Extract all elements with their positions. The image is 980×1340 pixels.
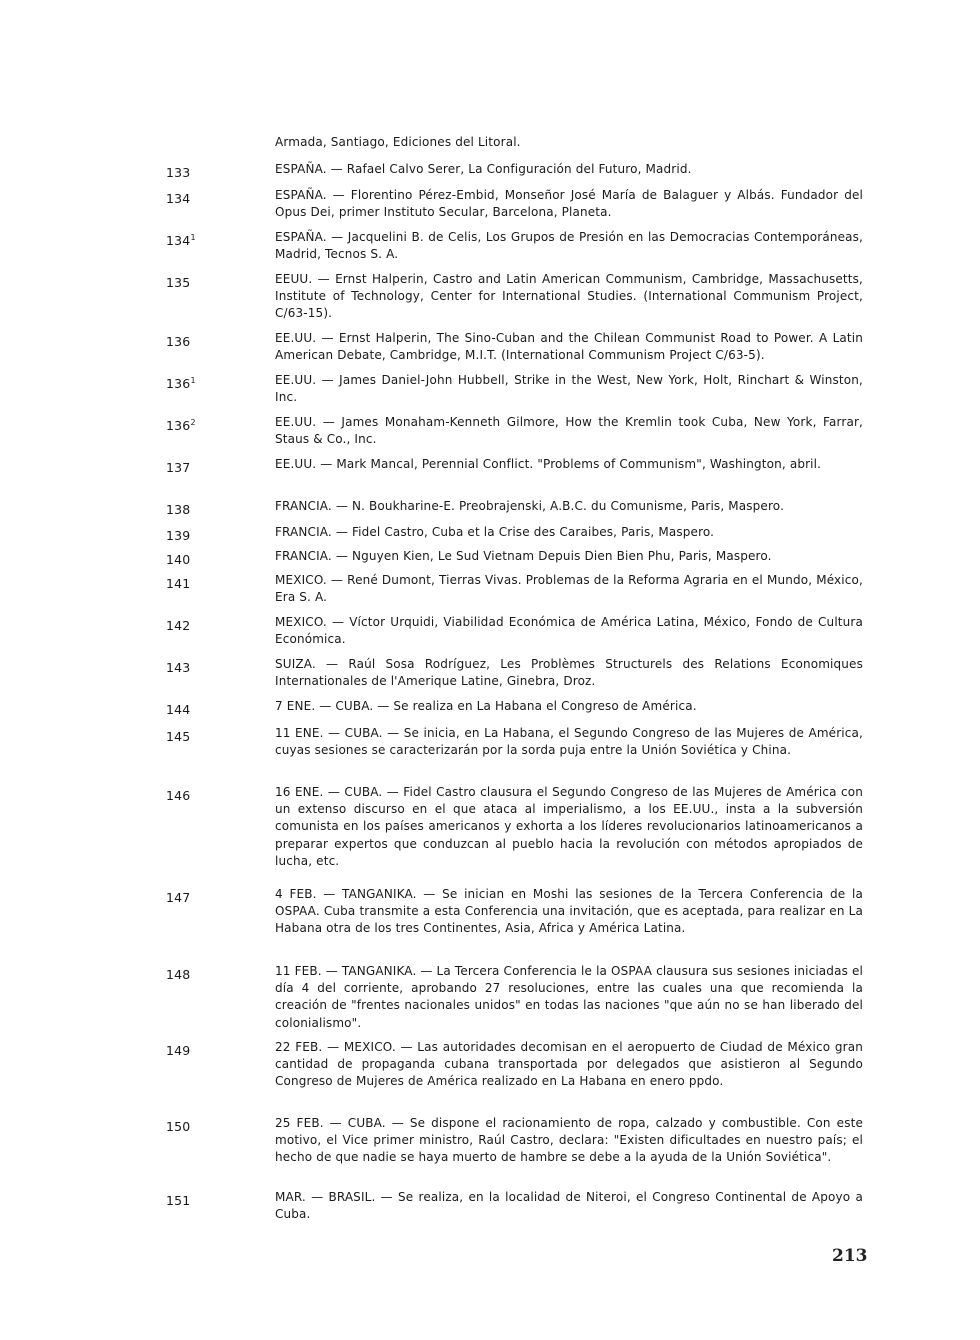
entry-number: 149 bbox=[166, 1043, 191, 1058]
entry-text: 16 ENE. — CUBA. — Fidel Castro clausura el Segundo Congreso de las Mujeres de América con un extenso discurso en el que ataca al imperialismo, a los EE.UU., insta a la subversión comunista en los países americanos y exhorta a los líderes revolucionarios latinoamericanos a preparar expertos que conduzcan al pueblo hacia la revolución con métodos apropiados de lucha, etc. bbox=[275, 785, 863, 868]
entry-text: SUIZA. — Raúl Sosa Rodríguez, Les Problèmes Structurels des Relations Economiques Internationales de l'Amerique Latine, Ginebra, Droz. bbox=[275, 657, 863, 689]
entry-number: $136^1$ bbox=[166, 376, 196, 391]
entry-text: EE.UU. — Mark Mancal, Perennial Conflict. "Problems of Communism", Washington, abril. bbox=[275, 457, 822, 471]
entry-text: ESPAÑA. — Jacquelini B. de Celis, Los Grupos de Presión en las Democracias Contemporáneas, Madrid, Tecnos S. A. bbox=[275, 230, 863, 262]
entry-number: 150 bbox=[166, 1119, 191, 1134]
entry-text: MEXICO. — Víctor Urquidi, Viabilidad Económica de América Latina, México, Fondo de Cultura Económica. bbox=[275, 615, 863, 647]
entry-number: 145 bbox=[166, 729, 191, 744]
entry-text: 7 ENE. — CUBA. — Se realiza en La Habana el Congreso de América. bbox=[275, 699, 697, 713]
entry-text: FRANCIA. — Fidel Castro, Cuba et la Crise des Caraibes, Paris, Maspero. bbox=[275, 525, 715, 539]
entry-text: MAR. — BRASIL. — Se realiza, en la localidad de Niteroi, el Congreso Continental de Apoyo a Cuba. bbox=[275, 1190, 863, 1222]
entry-number: 133 bbox=[166, 165, 191, 180]
entry-text: ESPAÑA. — Florentino Pérez-Embid, Monseñor José María de Balaguer y Albás. Fundador del Opus Dei, primer Instituto Secular, Barcelona, Planeta. bbox=[275, 188, 863, 220]
entry-text: EE.UU. — Ernst Halperin, The Sino-Cuban and the Chilean Communist Road to Power. A Latin American Debate, Cambridge, M.I.T. (International Communism Project C/63-5). bbox=[275, 331, 863, 363]
entry-number: 141 bbox=[166, 576, 191, 591]
entry-number: 147 bbox=[166, 890, 191, 905]
entry-text: ESPAÑA. — Rafael Calvo Serer, La Configuración del Futuro, Madrid. bbox=[275, 162, 692, 176]
entry-text: 22 FEB. — MEXICO. — Las autoridades decomisan en el aeropuerto de Ciudad de México gran cantidad de propaganda cubana transportada por delegados que asistieron al Segundo Congreso de Mujeres de América realizado en La Habana en enero ppdo. bbox=[275, 1040, 863, 1089]
entry-number: 140 bbox=[166, 552, 191, 567]
entry-number: $136^2$ bbox=[166, 418, 196, 433]
entry-number: 146 bbox=[166, 788, 191, 803]
entry-text: 11 ENE. — CUBA. — Se inicia, en La Habana, el Segundo Congreso de las Mujeres de América, cuyas sesiones se caracterizarán por la sorda puja entre la Unión Soviética y China. bbox=[275, 726, 863, 758]
continuation-text: Armada, Santiago, Ediciones del Litoral. bbox=[275, 135, 521, 149]
entry-text: EE.UU. — James Daniel-John Hubbell, Strike in the West, New York, Holt, Rinchart & Winston, Inc. bbox=[275, 373, 863, 405]
entry-number: 144 bbox=[166, 702, 191, 717]
entry-number: 148 bbox=[166, 967, 191, 982]
page-number: 213 bbox=[832, 1246, 868, 1266]
entry-number: 142 bbox=[166, 618, 191, 633]
entry-text: EEUU. — Ernst Halperin, Castro and Latin American Communism, Cambridge, Massachusetts, Institute of Technology, Center for International Studies. (International Communism Project, C/63-15). bbox=[275, 272, 863, 321]
entry-number: 138 bbox=[166, 502, 191, 517]
entry-number: 143 bbox=[166, 660, 191, 675]
entry-number: 151 bbox=[166, 1193, 191, 1208]
entry-text: FRANCIA. — Nguyen Kien, Le Sud Vietnam Depuis Dien Bien Phu, Paris, Maspero. bbox=[275, 549, 772, 563]
entry-number: 137 bbox=[166, 460, 191, 475]
entry-text: 4 FEB. — TANGANIKA. — Se inician en Moshi las sesiones de la Tercera Conferencia de la OSPAA. Cuba transmite a esta Conferencia una invitación, que es aceptada, para realizar en La Habana otra de los tres Continentes, Asia, Africa y América Latina. bbox=[275, 887, 863, 936]
entry-text: 11 FEB. — TANGANIKA. — La Tercera Conferencia le la OSPAA clausura sus sesiones iniciadas el día 4 del corriente, aprobando 27 resoluciones, entre las cuales una que recomienda la creación de "frentes nacionales unidos" en todas las naciones "que aún no se han liberado del colonialismo". bbox=[275, 964, 863, 1030]
entry-text: FRANCIA. — N. Boukharine-E. Preobrajenski, A.B.C. du Comunisme, Paris, Maspero. bbox=[275, 499, 785, 513]
entry-number: 134 bbox=[166, 191, 191, 206]
entry-text: 25 FEB. — CUBA. — Se dispone el racionamiento de ropa, calzado y combustible. Con este motivo, el Vice primer ministro, Raúl Castro, declara: "Existen dificultades en nuestro país; el hecho de que nadie se haya muerto de hambre se debe a la ayuda de la Unión Soviética". bbox=[275, 1116, 863, 1165]
entry-number: $134^1$ bbox=[166, 233, 196, 248]
entry-text: MEXICO. — René Dumont, Tierras Vivas. Problemas de la Reforma Agraria en el Mundo, México, Era S. A. bbox=[275, 573, 863, 605]
entry-number: 139 bbox=[166, 528, 191, 543]
entry-number: 136 bbox=[166, 334, 191, 349]
entry-number: 135 bbox=[166, 275, 191, 290]
entry-text: EE.UU. — James Monaham-Kenneth Gilmore, How the Kremlin took Cuba, New York, Farrar, Staus & Co., Inc. bbox=[275, 415, 863, 447]
